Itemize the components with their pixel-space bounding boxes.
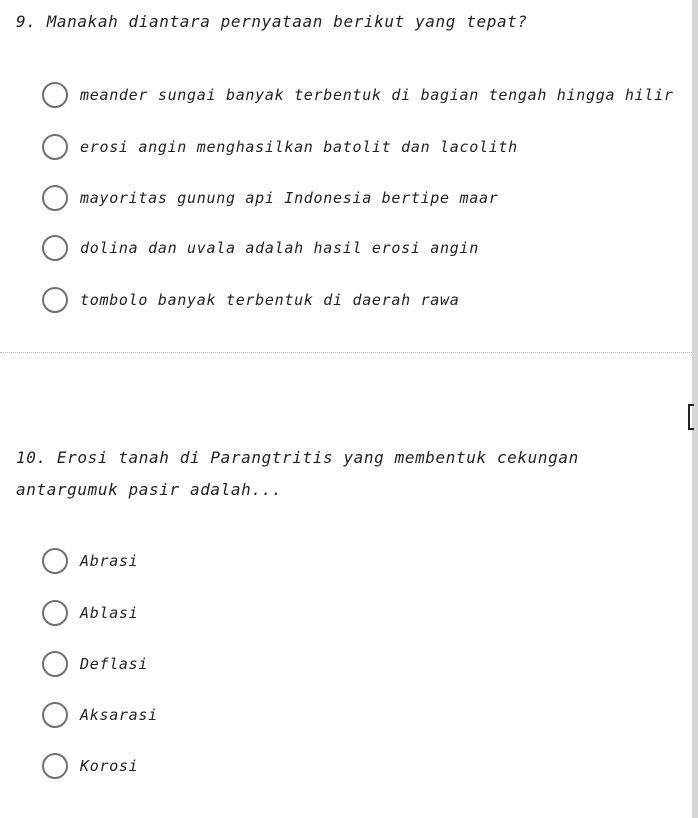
radio-button[interactable] xyxy=(42,600,68,626)
option-9-e[interactable] xyxy=(42,284,460,316)
option-label: meander sungai banyak terbentuk di bagian tengah hingga hilir xyxy=(80,86,674,104)
radio-button[interactable] xyxy=(42,753,68,779)
option-10-d[interactable] xyxy=(42,699,158,731)
option-9-c[interactable] xyxy=(42,182,498,214)
text-cursor-icon xyxy=(688,404,694,430)
question-9-text: 9. Manakah diantara pernyataan berikut yang tepat? xyxy=(16,12,528,31)
question-divider xyxy=(0,352,692,353)
option-10-b[interactable] xyxy=(42,597,138,629)
option-9-b[interactable] xyxy=(42,131,518,163)
option-label: Deflasi xyxy=(80,655,149,673)
radio-button[interactable] xyxy=(42,702,68,728)
radio-button[interactable] xyxy=(42,134,68,160)
question-10-text: 10. Erosi tanah di Parangtritis yang membentuk cekungan antargumuk pasir adalah... xyxy=(16,448,579,499)
option-10-c[interactable] xyxy=(42,648,148,680)
radio-button[interactable] xyxy=(42,185,68,211)
option-10-a[interactable] xyxy=(42,545,138,577)
option-label: Korosi xyxy=(80,757,139,775)
option-label: Ablasi xyxy=(80,604,139,622)
option-10-e[interactable] xyxy=(42,750,138,782)
option-label: dolina dan uvala adalah hasil erosi angin xyxy=(80,239,479,257)
option-label: erosi angin menghasilkan batolit dan lacolith xyxy=(80,138,518,156)
radio-button[interactable] xyxy=(42,235,68,261)
option-9-d[interactable] xyxy=(42,232,479,264)
radio-button[interactable] xyxy=(42,82,68,108)
option-label: mayoritas gunung api Indonesia bertipe maar xyxy=(80,189,499,207)
option-label: Aksarasi xyxy=(80,706,158,724)
option-label: Abrasi xyxy=(80,552,139,570)
radio-button[interactable] xyxy=(42,287,68,313)
radio-button[interactable] xyxy=(42,548,68,574)
option-label: tombolo banyak terbentuk di daerah rawa xyxy=(80,291,460,309)
radio-button[interactable] xyxy=(42,651,68,677)
option-9-a[interactable] xyxy=(42,79,674,111)
